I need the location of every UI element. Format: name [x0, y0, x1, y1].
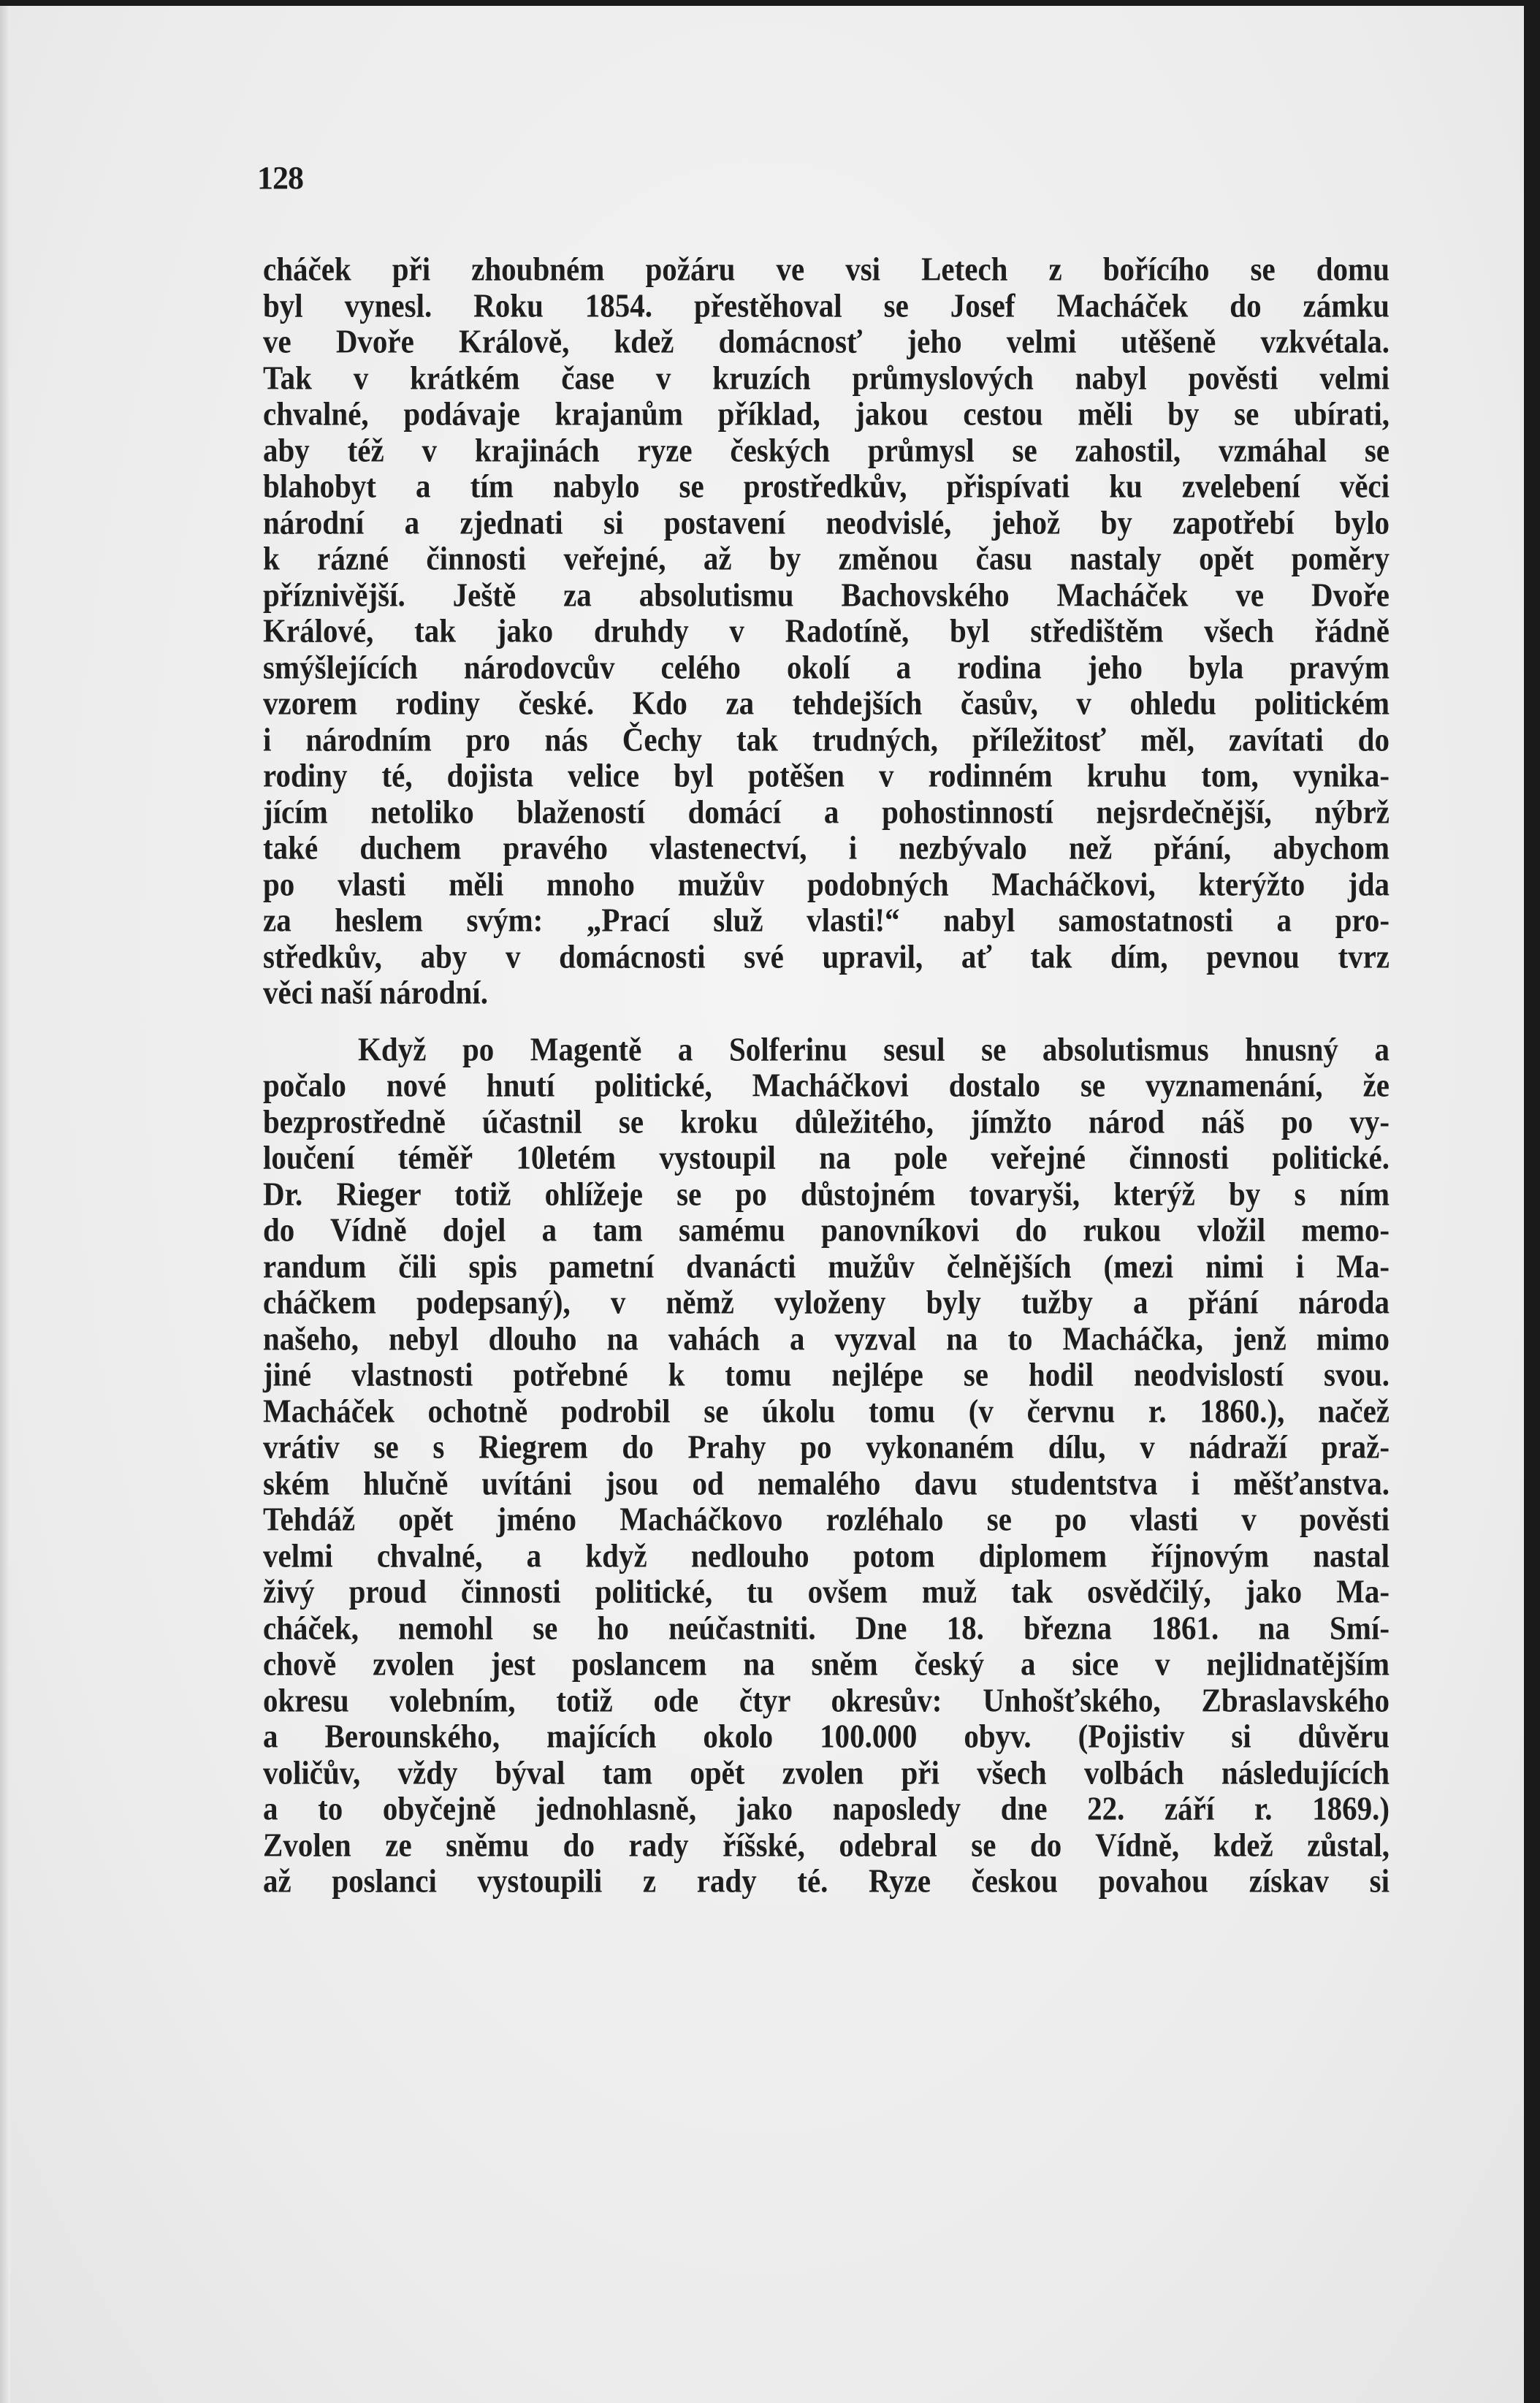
- text-line: a Berounského, majících okolo 100.000 obyv. (Pojistiv si důvěru: [263, 1717, 1390, 1755]
- text-line: voličův, vždy býval tam opět zvolen při všech volbách následujících: [263, 1753, 1390, 1791]
- text-line: a to obyčejně jednohlasně, jako naposledy dne 22. září r. 1869.): [263, 1789, 1390, 1827]
- text-line: jícím netoliko blažeností domácí a pohostinností nejsrdečnější, nýbrž: [263, 792, 1390, 831]
- text-line: národní a zjednati si postavení neodvislé, jehož by zapotřebí bylo: [263, 503, 1390, 541]
- text-line: bezprostředně účastnil se kroku důležitého, jímžto národ náš po vy-: [263, 1102, 1390, 1140]
- text-line: byl vynesl. Roku 1854. přestěhoval se Josef Macháček do zámku: [263, 286, 1390, 324]
- text-line: smýšlejících národovcův celého okolí a rodina jeho byla pravým: [263, 647, 1390, 686]
- scanned-page: [0, 6, 1524, 2403]
- text-line: až poslanci vystoupili z rady té. Ryze českou povahou získav si: [263, 1862, 1390, 1900]
- text-line: aby též v krajinách ryze českých průmysl se zahostil, vzmáhal se: [263, 430, 1390, 469]
- text-line: Zvolen ze sněmu do rady říšské, odebral se do Vídně, kdež zůstal,: [263, 1825, 1390, 1864]
- text-line: také duchem pravého vlastenectví, i nezbývalo než přání, abychom: [263, 829, 1390, 867]
- text-line: cháčkem podepsaný), v němž vyloženy byly tužby a přání národa: [263, 1283, 1390, 1321]
- text-line: Králové, tak jako druhdy v Radotíně, byl středištěm všech řádně: [263, 612, 1390, 650]
- text-line: do Vídně dojel a tam samému panovníkovi do rukou vložil memo-: [263, 1211, 1390, 1249]
- page-edge-shadow: [0, 6, 10, 2403]
- text-line: chvalné, podávaje krajanům příklad, jakou cestou měli by se ubírati,: [263, 395, 1390, 433]
- paragraph: [263, 1029, 1390, 1900]
- text-line: věci naší národní.: [263, 973, 488, 1011]
- text-line: vzorem rodiny české. Kdo za tehdejších časův, v ohledu politickém: [263, 684, 1390, 722]
- text-line: i národním pro nás Čechy tak trudných, příležitosť měl, zavítati do: [263, 720, 1390, 758]
- body-text: [263, 251, 1390, 1900]
- text-line: našeho, nebyl dlouho na vahách a vyzval na to Macháčka, jenž mimo: [263, 1319, 1390, 1357]
- text-line: Tak v krátkém čase v kruzích průmyslových nabyl pověsti velmi: [263, 358, 1390, 397]
- page-number: 128: [257, 160, 303, 196]
- text-line: vrátiv se s Riegrem do Prahy po vykonaném dílu, v nádraží praž-: [263, 1428, 1390, 1466]
- text-line: chově zvolen jest poslancem na sněm český a sice v nejlidnatějším: [263, 1645, 1390, 1683]
- paragraph: [263, 251, 1390, 1011]
- text-line: ském hlučně uvítáni jsou od nemalého davu studentstva i měšťanstva.: [263, 1463, 1390, 1502]
- text-line: příznivější. Ještě za absolutismu Bachovského Macháček ve Dvoře: [263, 575, 1390, 614]
- text-line: ve Dvoře Královĕ, kdež domácnosť jeho velmi utěšeně vzkvétala.: [263, 322, 1390, 360]
- text-line: k rázné činnosti veřejné, až by změnou času nastaly opět poměry: [263, 539, 1390, 577]
- text-line: živý proud činnosti politické, tu ovšem muž tak osvědčilý, jako Ma-: [263, 1572, 1390, 1610]
- text-line: za heslem svým: „Prací služ vlasti!“ nabyl samostatnosti a pro-: [263, 901, 1390, 939]
- text-line: středkův, aby v domácnosti své upravil, ať tak dím, pevnou tvrz: [263, 937, 1390, 975]
- text-line: Když po Magentě a Solferinu sesul se absolutismus hnusný a: [358, 1029, 1390, 1068]
- text-line: Macháček ochotně podrobil se úkolu tomu (v červnu r. 1860.), načež: [263, 1391, 1390, 1430]
- text-line: Tehdáž opět jméno Macháčkovo rozléhalo se po vlasti v pověsti: [263, 1500, 1390, 1538]
- text-line: počalo nové hnutí politické, Macháčkovi dostalo se vyznamenání, že: [263, 1066, 1390, 1104]
- text-line: blahobyt a tím nabylo se prostředkův, přispívati ku zvelebení věci: [263, 467, 1390, 505]
- text-line: velmi chvalné, a když nedlouho potom diplomem říjnovým nastal: [263, 1536, 1390, 1574]
- text-line: po vlasti měli mnoho mužův podobných Macháčkovi, kterýžto jda: [263, 864, 1390, 903]
- text-line: rodiny té, dojista velice byl potěšen v rodinném kruhu tom, vynika-: [263, 756, 1390, 794]
- text-line: loučení téměř 10letém vystoupil na pole veřejné činnosti politické.: [263, 1138, 1390, 1176]
- text-line: cháček, nemohl se ho neúčastniti. Dne 18. března 1861. na Smí-: [263, 1608, 1390, 1647]
- text-line: jiné vlastnosti potřebné k tomu nejlépe se hodil neodvislostí svou.: [263, 1355, 1390, 1393]
- text-line: cháček při zhoubném požáru ve vsi Letech z bořícího se domu: [263, 250, 1390, 288]
- text-line: Dr. Rieger totiž ohlížeje se po důstojném tovaryši, kterýž by s ním: [263, 1174, 1390, 1213]
- text-line: randum čili spis pametní dvanácti mužův čelnějších (mezi nimi i Ma-: [263, 1246, 1390, 1285]
- text-line: okresu volebním, totiž ode čtyr okresův: Unhošťského, Zbraslavského: [263, 1680, 1390, 1719]
